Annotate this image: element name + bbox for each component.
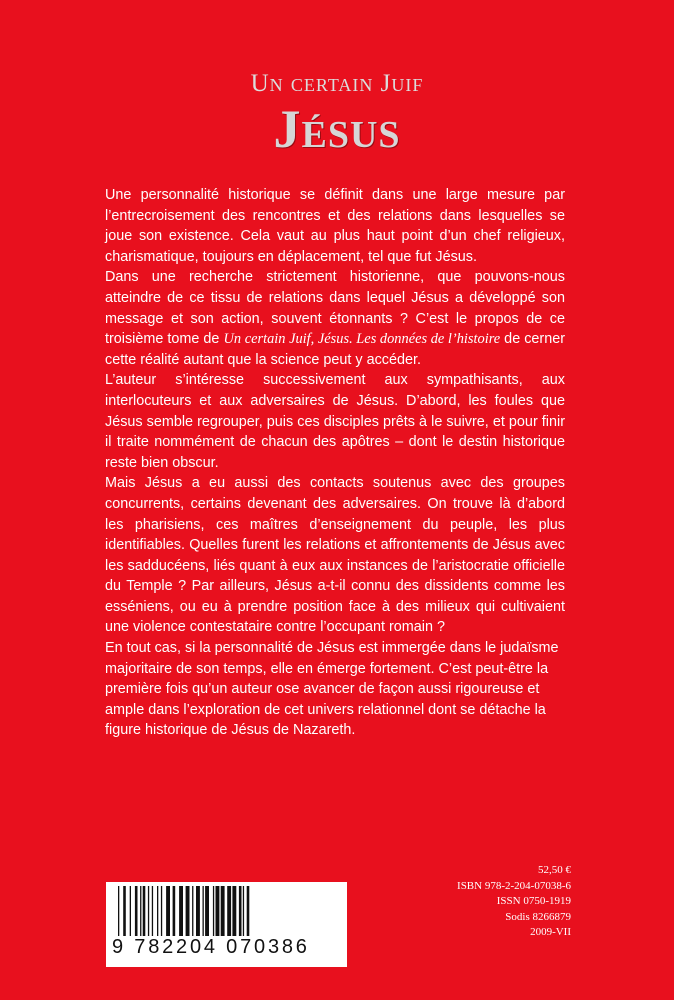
blurb-paragraph-4: Mais Jésus a eu aussi des contacts soutenus avec des groupes concurrents, certains devenant des adversaires. On trouve là d’abord les pharisiens, ces maîtres d’enseignement du peuple, les plus identifiables. Quelles furent les relations et affrontements de Jésus avec les sadducéens, liés quant à eux aux instances de l’aristocratie officielle du Temple ? Par ailleurs, Jésus a-t-il connu des dissidents comme les esséniens, ou eu à prendre position face à des milieux qui cultivaient une violence contestataire contre l’occupant romain ? [105,475,565,636]
blurb-paragraph-3: L’auteur s’intéresse successivement aux sympathisants, aux interlocuteurs et aux adversaires de Jésus. D’abord, les foules que Jésus semble regrouper, puis ces disciples prêts à le suivre, et pour finir il traite nommément de chacun des apôtres – dont le destin historique reste bien obscur. [105,372,565,471]
issn: ISSN 0750-1919 [496,895,571,907]
blurb-paragraph-1: Une personnalité historique se définit dans une large mesure par l’entrecroisement des rencontres et des relations dans lesquelles se joue son existence. Cela vaut au plus haut point d’un chef religieux, charismatique, toujours en déplacement, tel que fut Jésus. [105,187,565,265]
pricing-info [457,863,571,941]
edition-code: 2009-VII [530,926,571,938]
blurb-paragraph-5: En tout cas, si la personnalité de Jésus est immergée dans le judaïsme majoritaire de son temps, elle en émerge fortement. C’est peut-être la première fois qu’un auteur ose avancer de façon aussi rigoureuse et ample dans l’exploration de cet univers relationnel dont se détache la figure historique de Jésus de Nazareth. [105,640,559,739]
book-title: Jésus [273,99,401,159]
isbn-barcode [106,882,347,967]
blurb-paragraph-2-end: de cerner cette réalité autant que la science peut y accéder. [105,331,566,368]
barcode-bars [108,884,345,940]
title-block [0,70,674,160]
book-title-citation: Un certain Juif, Jésus. Les données de l’histoire [223,331,501,348]
price: 52,50 € [538,864,571,876]
blurb-text [105,185,565,741]
blurb-paragraph-2-start: Dans une recherche strictement historienne, que pouvons-nous atteindre de ce tissu de relations dans lequel Jésus a développé son message et son action, souvent étonnants ? C’est le propos de ce troisième tome de [105,269,565,348]
isbn: ISBN 978-2-204-07038-6 [457,879,571,892]
book-subtitle: Un certain Juif [250,70,424,97]
barcode-digits: 9 782204 070386 [112,936,310,958]
blurb-paragraph-2 [105,267,565,370]
sodis-code: Sodis 8266879 [505,910,571,923]
